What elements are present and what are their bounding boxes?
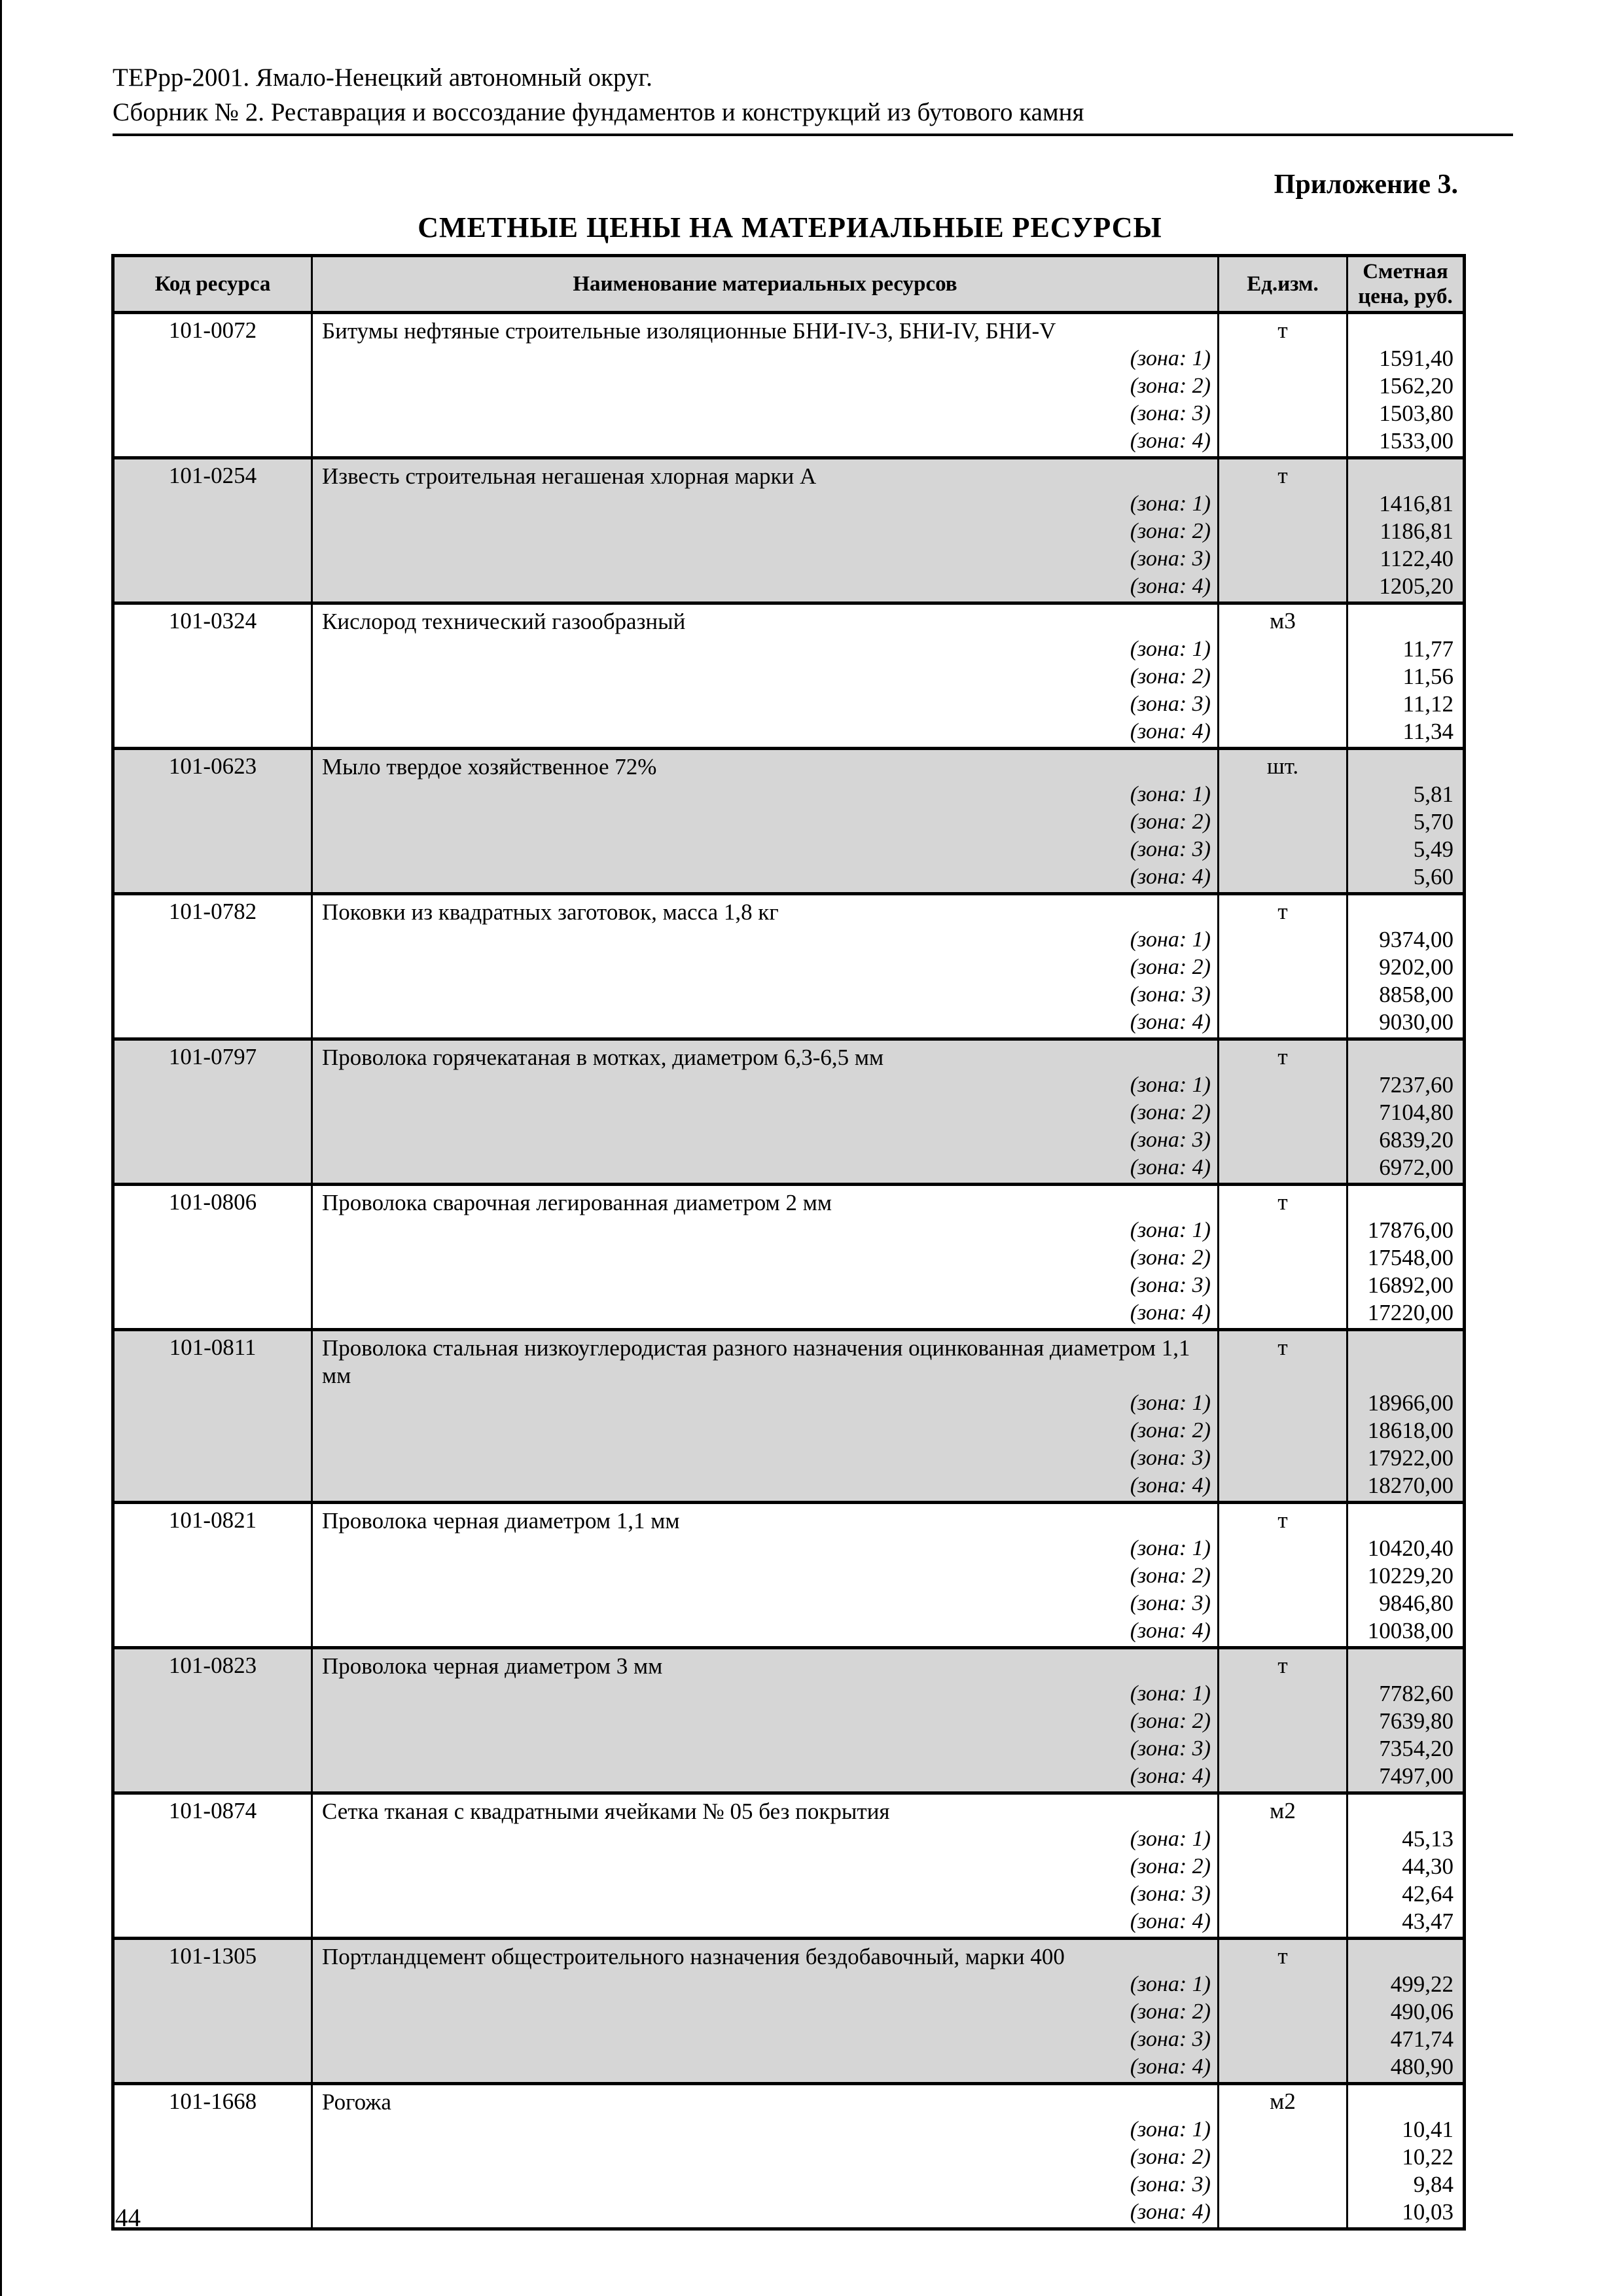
table-row bbox=[115, 747, 1463, 892]
zone-label: (зона: 1) bbox=[1130, 492, 1211, 516]
zone-price: 5,49 bbox=[1413, 836, 1454, 862]
column-header-price: Сметная цена, руб. bbox=[1346, 257, 1463, 311]
resource-name: Портландцемент общестроительного назначения бездобавочный, марки 400 bbox=[322, 1944, 1065, 1969]
unit-of-measure: т bbox=[1217, 1940, 1346, 2082]
zone-price: 18966,00 bbox=[1367, 1390, 1454, 1416]
zone-price: 499,22 bbox=[1390, 1971, 1454, 1997]
resource-name: Кислород технический газообразный bbox=[322, 609, 686, 634]
zone-label: (зона: 4) bbox=[1130, 2054, 1211, 2079]
unit-of-measure: м2 bbox=[1217, 1795, 1346, 1937]
price-cell bbox=[1346, 1649, 1463, 1791]
price-cell bbox=[1346, 1041, 1463, 1183]
zone-price: 11,77 bbox=[1402, 636, 1454, 662]
zone-price: 1205,20 bbox=[1379, 573, 1454, 599]
zone-label: (зона: 4) bbox=[1130, 574, 1211, 598]
price-spacer bbox=[1348, 1507, 1454, 1535]
appendix-label: Приложение 3. bbox=[1274, 170, 1458, 200]
page-number: 44 bbox=[115, 2204, 141, 2232]
zone-label: (зона: 3) bbox=[1130, 401, 1211, 425]
zone-price: 10,22 bbox=[1402, 2144, 1454, 2170]
zone-label: (зона: 2) bbox=[1130, 955, 1211, 979]
zone-price: 9846,80 bbox=[1379, 1590, 1454, 1616]
zone-price: 45,13 bbox=[1402, 1826, 1454, 1852]
zone-price: 17922,00 bbox=[1367, 1445, 1454, 1471]
resource-name: Мыло твердое хозяйственное 72% bbox=[322, 754, 657, 780]
table-header-row bbox=[115, 257, 1463, 311]
resource-name-cell bbox=[311, 605, 1217, 747]
zone-label: (зона: 1) bbox=[1130, 782, 1211, 806]
price-cell bbox=[1346, 459, 1463, 601]
price-cell bbox=[1346, 895, 1463, 1037]
document-header-line1: ТЕРрр-2001. Ямало-Ненецкий автономный округ. bbox=[113, 63, 652, 92]
zone-price: 7354,20 bbox=[1379, 1736, 1454, 1761]
zone-label: (зона: 4) bbox=[1130, 1010, 1211, 1034]
resource-name-cell bbox=[311, 1041, 1217, 1183]
zone-label: (зона: 4) bbox=[1130, 865, 1211, 889]
table-row bbox=[115, 1646, 1463, 1791]
price-cell bbox=[1346, 2085, 1463, 2227]
zone-price: 5,60 bbox=[1413, 864, 1454, 889]
zone-label: (зона: 3) bbox=[1130, 1882, 1211, 1906]
unit-of-measure: шт. bbox=[1217, 750, 1346, 892]
resource-code: 101-0782 bbox=[168, 899, 257, 924]
resource-name: Известь строительная негашеная хлорная марки А bbox=[322, 463, 817, 489]
table-row bbox=[115, 311, 1463, 456]
zone-label: (зона: 4) bbox=[1130, 1473, 1211, 1498]
resource-name-cell bbox=[311, 1795, 1217, 1937]
zone-label: (зона: 1) bbox=[1130, 1391, 1211, 1415]
zone-label: (зона: 1) bbox=[1130, 1681, 1211, 1706]
table-row bbox=[115, 1791, 1463, 1937]
table-row bbox=[115, 1501, 1463, 1646]
zone-label: (зона: 1) bbox=[1130, 1073, 1211, 1097]
zone-price: 43,47 bbox=[1402, 1909, 1454, 1934]
zone-price: 7497,00 bbox=[1379, 1763, 1454, 1789]
unit-of-measure: т bbox=[1217, 1331, 1346, 1501]
table-row bbox=[115, 2082, 1463, 2227]
resource-code: 101-0806 bbox=[168, 1189, 257, 1215]
unit-of-measure: т bbox=[1217, 459, 1346, 601]
zone-price: 1416,81 bbox=[1379, 491, 1454, 516]
zone-label: (зона: 1) bbox=[1130, 2117, 1211, 2142]
resource-name: Поковки из квадратных заготовок, масса 1,8 кг bbox=[322, 899, 779, 925]
zone-price: 18618,00 bbox=[1367, 1418, 1454, 1443]
unit-of-measure: т bbox=[1217, 1041, 1346, 1183]
zone-price: 9374,00 bbox=[1379, 927, 1454, 952]
price-spacer bbox=[1348, 1798, 1454, 1825]
zone-price: 480,90 bbox=[1390, 2054, 1454, 2079]
resource-name: Проволока сварочная легированная диаметром 2 мм bbox=[322, 1190, 832, 1215]
resource-name-cell bbox=[311, 1331, 1217, 1501]
resource-code: 101-1305 bbox=[168, 1943, 257, 1969]
column-header-unit: Ед.изм. bbox=[1217, 257, 1346, 311]
zone-label: (зона: 2) bbox=[1130, 1418, 1211, 1443]
zone-label: (зона: 2) bbox=[1130, 1564, 1211, 1588]
price-spacer bbox=[1348, 317, 1454, 345]
unit-of-measure: т bbox=[1217, 1504, 1346, 1646]
zone-label: (зона: 3) bbox=[1130, 982, 1211, 1007]
price-spacer bbox=[1348, 753, 1454, 781]
zone-label: (зона: 1) bbox=[1130, 927, 1211, 952]
price-spacer bbox=[1348, 608, 1454, 636]
zone-label: (зона: 1) bbox=[1130, 637, 1211, 661]
document-header-line2: Сборник № 2. Реставрация и воссоздание фундаментов и конструкций из бутового камня bbox=[113, 98, 1084, 126]
column-header-code: Код ресурса bbox=[154, 272, 271, 296]
zone-label: (зона: 4) bbox=[1130, 1909, 1211, 1933]
resource-name-cell bbox=[311, 314, 1217, 456]
zone-price: 6839,20 bbox=[1379, 1127, 1454, 1153]
zone-label: (зона: 4) bbox=[1130, 1619, 1211, 1643]
zone-price: 1122,40 bbox=[1380, 546, 1454, 571]
resource-name-cell bbox=[311, 1649, 1217, 1791]
zone-price: 10,41 bbox=[1402, 2117, 1454, 2142]
zone-price: 1562,20 bbox=[1379, 373, 1454, 399]
resource-name: Сетка тканая с квадратными ячейками № 05 без покрытия bbox=[322, 1799, 890, 1824]
zone-label: (зона: 1) bbox=[1130, 1536, 1211, 1560]
zone-price: 10420,40 bbox=[1367, 1535, 1454, 1561]
zone-price: 7104,80 bbox=[1379, 1100, 1454, 1125]
unit-of-measure: т bbox=[1217, 1649, 1346, 1791]
resource-code: 101-0874 bbox=[168, 1798, 257, 1823]
unit-of-measure: т bbox=[1217, 1186, 1346, 1328]
resource-name-cell bbox=[311, 750, 1217, 892]
resource-code: 101-0254 bbox=[168, 463, 257, 488]
zone-price: 17548,00 bbox=[1367, 1245, 1454, 1270]
zone-label: (зона: 2) bbox=[1130, 374, 1211, 398]
zone-label: (зона: 3) bbox=[1130, 1128, 1211, 1152]
zone-price: 10038,00 bbox=[1367, 1618, 1454, 1643]
resource-code: 101-1668 bbox=[168, 2089, 257, 2114]
price-spacer bbox=[1348, 1189, 1454, 1217]
resource-name: Проволока стальная низкоуглеродистая разного назначения оцинкованная диаметром 1,1 мм bbox=[322, 1335, 1190, 1388]
table-row bbox=[115, 1328, 1463, 1501]
zone-label: (зона: 2) bbox=[1130, 1246, 1211, 1270]
resource-name-cell bbox=[311, 2085, 1217, 2227]
price-spacer bbox=[1348, 2089, 1454, 2116]
zone-label: (зона: 2) bbox=[1130, 810, 1211, 834]
unit-of-measure: м3 bbox=[1217, 605, 1346, 747]
price-cell bbox=[1346, 605, 1463, 747]
price-cell bbox=[1346, 750, 1463, 892]
zone-label: (зона: 2) bbox=[1130, 1854, 1211, 1878]
zone-label: (зона: 4) bbox=[1130, 1300, 1211, 1325]
zone-label: (зона: 3) bbox=[1130, 2027, 1211, 2051]
zone-label: (зона: 4) bbox=[1130, 1155, 1211, 1179]
resource-code: 101-0324 bbox=[168, 608, 257, 634]
zone-label: (зона: 4) bbox=[1130, 2200, 1211, 2224]
zone-price: 1533,00 bbox=[1379, 428, 1454, 454]
zone-price: 8858,00 bbox=[1379, 982, 1454, 1007]
zone-price: 1503,80 bbox=[1379, 401, 1454, 426]
price-cell bbox=[1346, 314, 1463, 456]
resource-name: Рогожа bbox=[322, 2089, 391, 2115]
price-spacer bbox=[1348, 463, 1454, 490]
resource-name-cell bbox=[311, 459, 1217, 601]
zone-label: (зона: 2) bbox=[1130, 1709, 1211, 1733]
table-row bbox=[115, 1037, 1463, 1183]
zone-label: (зона: 3) bbox=[1130, 837, 1211, 861]
unit-of-measure: т bbox=[1217, 895, 1346, 1037]
resource-code: 101-0823 bbox=[168, 1653, 257, 1678]
price-spacer bbox=[1348, 1044, 1454, 1071]
zone-price: 6972,00 bbox=[1379, 1155, 1454, 1180]
zone-label: (зона: 3) bbox=[1130, 1736, 1211, 1761]
price-cell bbox=[1346, 1331, 1463, 1501]
zone-label: (зона: 1) bbox=[1130, 346, 1211, 370]
price-spacer bbox=[1348, 899, 1454, 926]
zone-price: 5,81 bbox=[1413, 781, 1454, 807]
zone-price: 9,84 bbox=[1413, 2172, 1454, 2197]
zone-label: (зона: 3) bbox=[1130, 2172, 1211, 2197]
document-header bbox=[113, 60, 1513, 136]
column-header-name: Наименование материальных ресурсов bbox=[311, 257, 1217, 311]
zone-price: 9030,00 bbox=[1379, 1009, 1454, 1035]
zone-price: 5,70 bbox=[1413, 809, 1454, 834]
unit-of-measure: т bbox=[1217, 314, 1346, 456]
zone-price: 42,64 bbox=[1402, 1881, 1454, 1907]
zone-price: 44,30 bbox=[1402, 1854, 1454, 1879]
price-cell bbox=[1346, 1504, 1463, 1646]
resource-name-cell bbox=[311, 1940, 1217, 2082]
page-left-border bbox=[0, 0, 2, 2296]
zone-label: (зона: 3) bbox=[1130, 1446, 1211, 1470]
price-spacer bbox=[1348, 1335, 1454, 1390]
zone-price: 10229,20 bbox=[1367, 1563, 1454, 1588]
zone-label: (зона: 3) bbox=[1130, 692, 1211, 716]
zone-price: 490,06 bbox=[1390, 1999, 1454, 2024]
zone-label: (зона: 3) bbox=[1130, 1591, 1211, 1615]
zone-label: (зона: 4) bbox=[1130, 719, 1211, 744]
zone-label: (зона: 2) bbox=[1130, 2000, 1211, 2024]
zone-label: (зона: 2) bbox=[1130, 2145, 1211, 2169]
materials-price-table bbox=[111, 254, 1466, 2231]
zone-label: (зона: 2) bbox=[1130, 519, 1211, 543]
zone-price: 9202,00 bbox=[1379, 954, 1454, 980]
price-cell bbox=[1346, 1940, 1463, 2082]
zone-price: 11,34 bbox=[1402, 719, 1454, 744]
table-row bbox=[115, 601, 1463, 747]
resource-code: 101-0072 bbox=[168, 317, 257, 343]
price-cell bbox=[1346, 1795, 1463, 1937]
zone-price: 7237,60 bbox=[1379, 1072, 1454, 1098]
resource-name: Проволока черная диаметром 1,1 мм bbox=[322, 1508, 680, 1534]
zone-price: 7639,80 bbox=[1379, 1708, 1454, 1734]
zone-price: 11,56 bbox=[1402, 664, 1454, 689]
resource-code: 101-0797 bbox=[168, 1044, 257, 1069]
table-row bbox=[115, 892, 1463, 1037]
zone-price: 10,03 bbox=[1402, 2199, 1454, 2225]
resource-name: Проволока черная диаметром 3 мм bbox=[322, 1653, 663, 1679]
zone-price: 471,74 bbox=[1390, 2026, 1454, 2052]
zone-price: 1186,81 bbox=[1380, 518, 1454, 544]
resource-code: 101-0811 bbox=[169, 1335, 257, 1360]
resource-name: Битумы нефтяные строительные изоляционные БНИ-IV-3, БНИ-IV, БНИ-V bbox=[322, 318, 1056, 344]
zone-price: 17876,00 bbox=[1367, 1217, 1454, 1243]
unit-of-measure: м2 bbox=[1217, 2085, 1346, 2227]
table-body bbox=[115, 311, 1463, 2227]
price-spacer bbox=[1348, 1653, 1454, 1680]
zone-label: (зона: 4) bbox=[1130, 429, 1211, 453]
price-spacer bbox=[1348, 1943, 1454, 1971]
resource-name-cell bbox=[311, 1186, 1217, 1328]
zone-price: 7782,60 bbox=[1379, 1681, 1454, 1706]
zone-label: (зона: 1) bbox=[1130, 1972, 1211, 1996]
zone-label: (зона: 1) bbox=[1130, 1827, 1211, 1851]
zone-label: (зона: 3) bbox=[1130, 1273, 1211, 1297]
zone-price: 11,12 bbox=[1402, 691, 1454, 717]
resource-code: 101-0821 bbox=[168, 1507, 257, 1533]
resource-name-cell bbox=[311, 895, 1217, 1037]
zone-price: 1591,40 bbox=[1379, 346, 1454, 371]
zone-label: (зона: 2) bbox=[1130, 1100, 1211, 1124]
resource-name: Проволока горячекатаная в мотках, диаметром 6,3-6,5 мм bbox=[322, 1045, 884, 1070]
table-row bbox=[115, 1183, 1463, 1328]
zone-price: 17220,00 bbox=[1367, 1300, 1454, 1325]
table-row bbox=[115, 1937, 1463, 2082]
zone-price: 16892,00 bbox=[1367, 1272, 1454, 1298]
zone-label: (зона: 1) bbox=[1130, 1218, 1211, 1242]
zone-label: (зона: 2) bbox=[1130, 664, 1211, 689]
zone-label: (зона: 3) bbox=[1130, 547, 1211, 571]
page-title: СМЕТНЫЕ ЦЕНЫ НА МАТЕРИАЛЬНЫЕ РЕСУРСЫ bbox=[418, 211, 1162, 243]
zone-price: 18270,00 bbox=[1367, 1473, 1454, 1498]
price-cell bbox=[1346, 1186, 1463, 1328]
resource-code: 101-0623 bbox=[168, 753, 257, 779]
table-row bbox=[115, 456, 1463, 601]
resource-name-cell bbox=[311, 1504, 1217, 1646]
zone-label: (зона: 4) bbox=[1130, 1764, 1211, 1788]
